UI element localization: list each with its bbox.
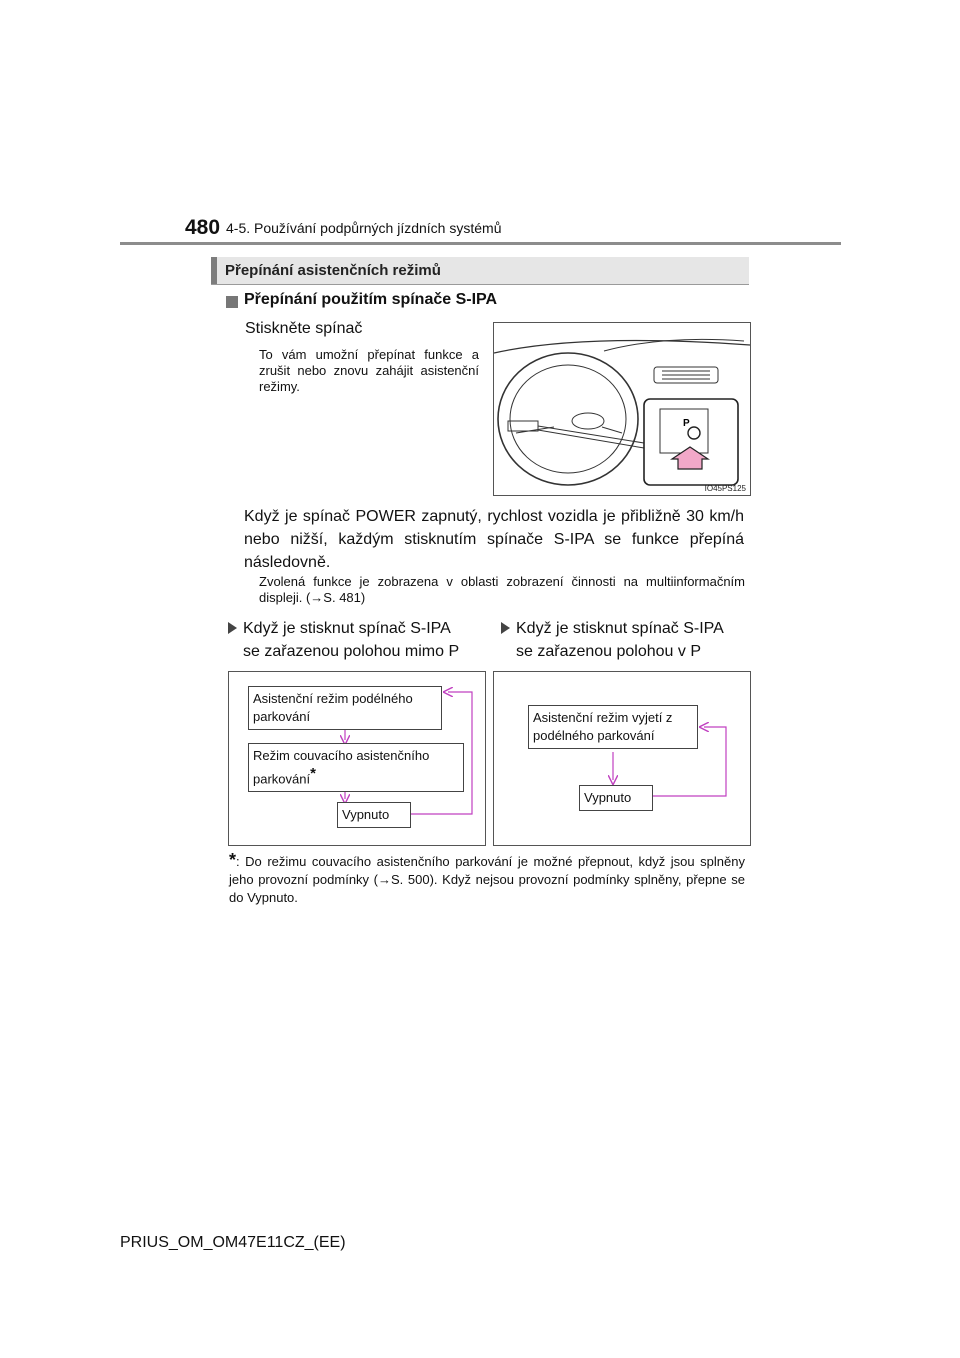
footnote-star: * xyxy=(310,765,316,782)
subsection-heading: Přepínání použitím spínače S-IPA xyxy=(244,291,498,308)
left-heading-line1: Když je stisknut spínač S-IPA xyxy=(243,620,451,637)
footer-code: PRIUS_OM_OM47E11CZ_(EE) xyxy=(120,1234,346,1251)
illustration-code: IO45PS125 xyxy=(704,484,746,493)
reverse-parking-label: Režim couvacího asistenčního parkování xyxy=(253,748,430,787)
footnote-star-mark: * xyxy=(229,850,237,870)
section-title: Přepínání asistenčních režimů xyxy=(225,262,441,279)
left-heading-line2: se zařazenou polohou mimo P xyxy=(243,643,460,660)
mode-box-off-right: Vypnuto xyxy=(579,785,653,811)
mode-box-reverse-parking xyxy=(248,743,464,792)
press-note: To vám umožní přepínat funkce a zrušit nebo znovu zahájit asistenční režimy. xyxy=(259,347,479,394)
right-heading-line1: Když je stisknut spínač S-IPA xyxy=(516,620,724,637)
press-instruction: Stiskněte spínač xyxy=(245,320,363,337)
chapter-title: 4-5. Používání podpůrných jízdních systémů xyxy=(226,220,502,236)
mode-box-parallel-parking: Asistenční režim podélného parkování xyxy=(248,686,442,730)
mode-box-parallel-exit: Asistenční režim vyjetí z podélného parkování xyxy=(528,705,698,749)
footnote xyxy=(229,851,745,907)
mode-box-off-left: Vypnuto xyxy=(337,802,411,828)
page-number: 480 xyxy=(185,216,221,239)
body-paragraph: Když je spínač POWER zapnutý, rychlost vozidla je přibližně 30 km/h nebo nižší, každým stisknutím spínače S-IPA se funkce přepíná následovně. xyxy=(244,508,744,571)
right-heading-line2: se zařazenou polohou v P xyxy=(516,643,702,660)
body-note: Zvolená funkce je zobrazena v oblasti zobrazení činnosti na multiinformačním displeji. (→S. 481) xyxy=(259,574,745,605)
p-symbol: P xyxy=(683,418,690,429)
footnote-text: : Do režimu couvacího asistenčního parkování je možné přepnout, když jsou splněny jeho provozní podmínky (→S. 500). Když nejsou provozní podmínky splněny, přepne se do Vypnuto. xyxy=(229,854,745,905)
